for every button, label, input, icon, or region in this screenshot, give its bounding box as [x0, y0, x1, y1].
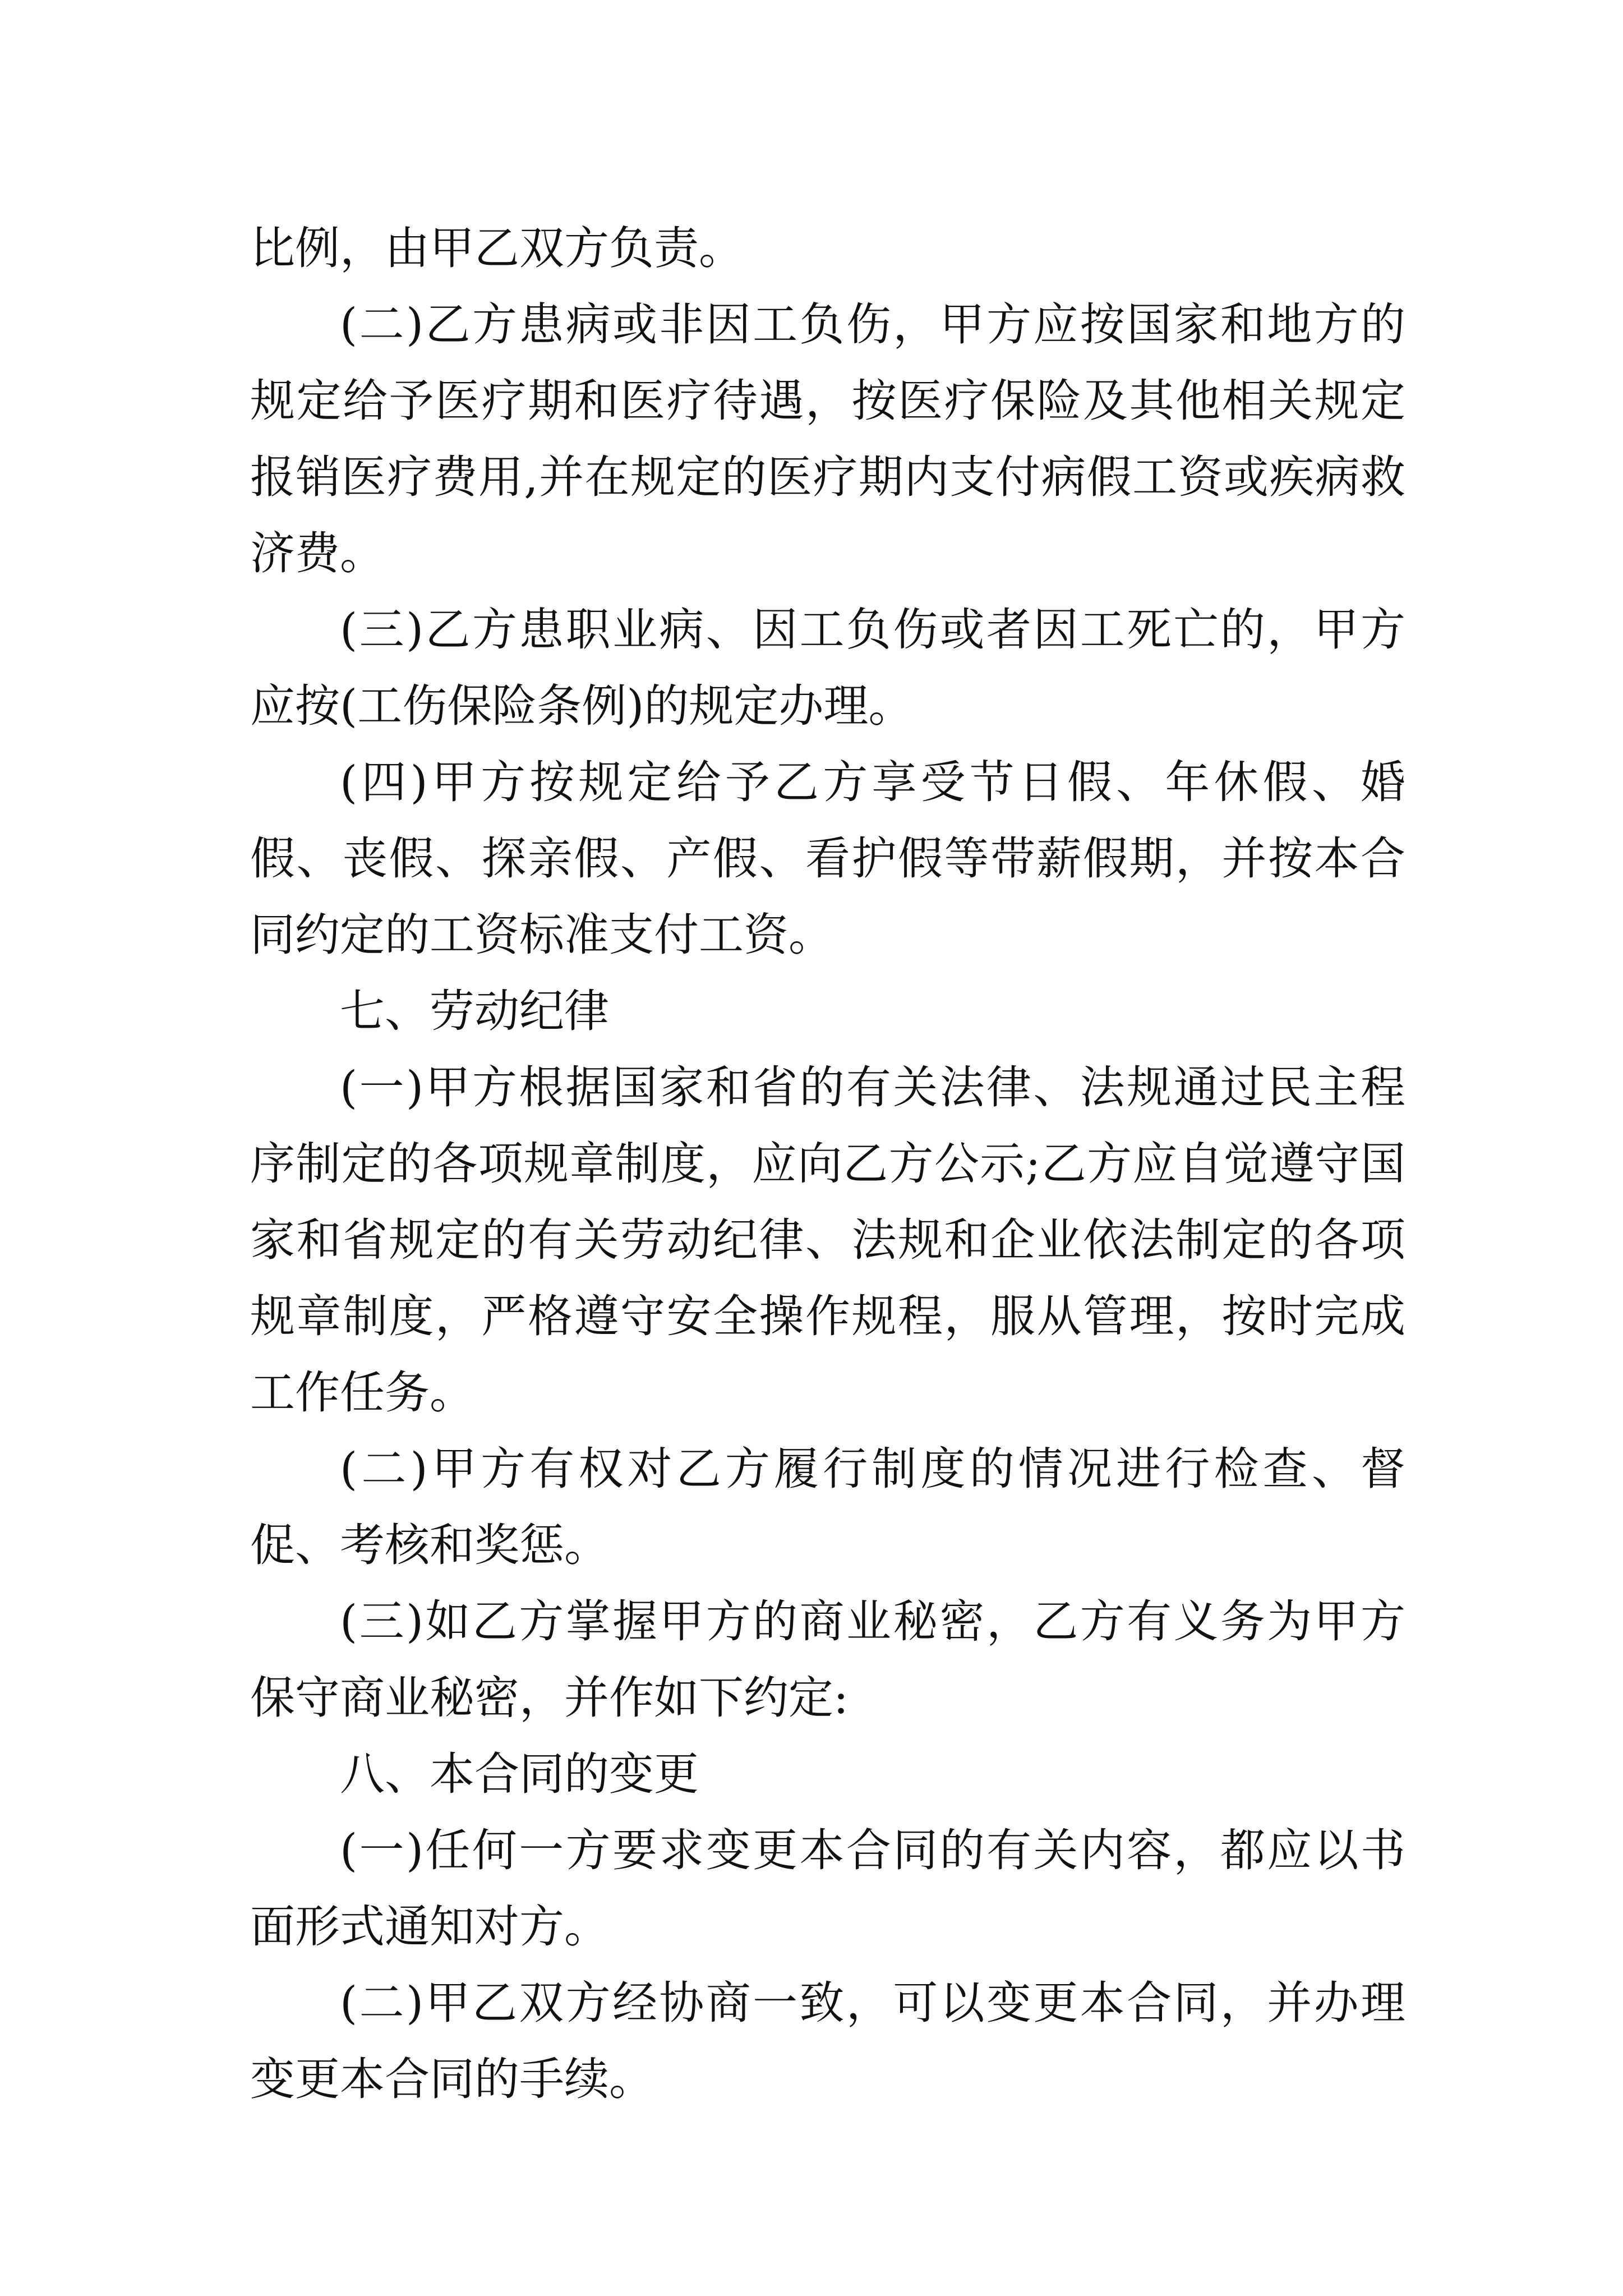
paragraph-clause-4-paid-leave: (四)甲方按规定给予乙方享受节日假、年休假、婚假、丧假、探亲假、产假、看护假等带薪假期，并按本合同约定的工资标准支付工资。 [250, 756, 1405, 961]
paragraph-clause-3-work-injury: (三)乙方患职业病、因工负伤或者因工死亡的，甲方应按(工伤保险条例)的规定办理。 [250, 604, 1405, 732]
section-heading-labor-discipline: 七、劳动纪律 [340, 985, 609, 1037]
document-body [250, 210, 1405, 2118]
paragraph-discipline-clause-1: (一)甲方根据国家和省的有关法律、法规通过民主程序制定的各项规章制度，应向乙方公示;乙方应自觉遵守国家和省规定的有关劳动纪律、法规和企业依法制定的各项规章制度，严格遵守安全操作规程，服从管理，按时完成工作任务。 [250, 1061, 1405, 1419]
section-heading-contract-change: 八、本合同的变更 [340, 1748, 699, 1800]
paragraph-discipline-clause-2: (二)甲方有权对乙方履行制度的情况进行检查、督促、考核和奖惩。 [250, 1443, 1405, 1571]
paragraph-change-clause-1: (一)任何一方要求变更本合同的有关内容，都应以书面形式通知对方。 [250, 1824, 1405, 1953]
paragraph-clause-2-sick-leave: (二)乙方患病或非因工负伤，甲方应按国家和地方的规定给予医疗期和医疗待遇，按医疗保险及其他相关规定报销医疗费用,并在规定的医疗期内支付病假工资或疾病救济费。 [250, 298, 1405, 579]
paragraph-continuation: 比例，由甲乙双方负责。 [250, 222, 744, 274]
paragraph-discipline-clause-3: (三)如乙方掌握甲方的商业秘密，乙方有义务为甲方保守商业秘密，并作如下约定: [250, 1595, 1405, 1724]
paragraph-change-clause-2: (二)甲乙双方经协商一致，可以变更本合同，并办理变更本合同的手续。 [250, 1977, 1405, 2105]
